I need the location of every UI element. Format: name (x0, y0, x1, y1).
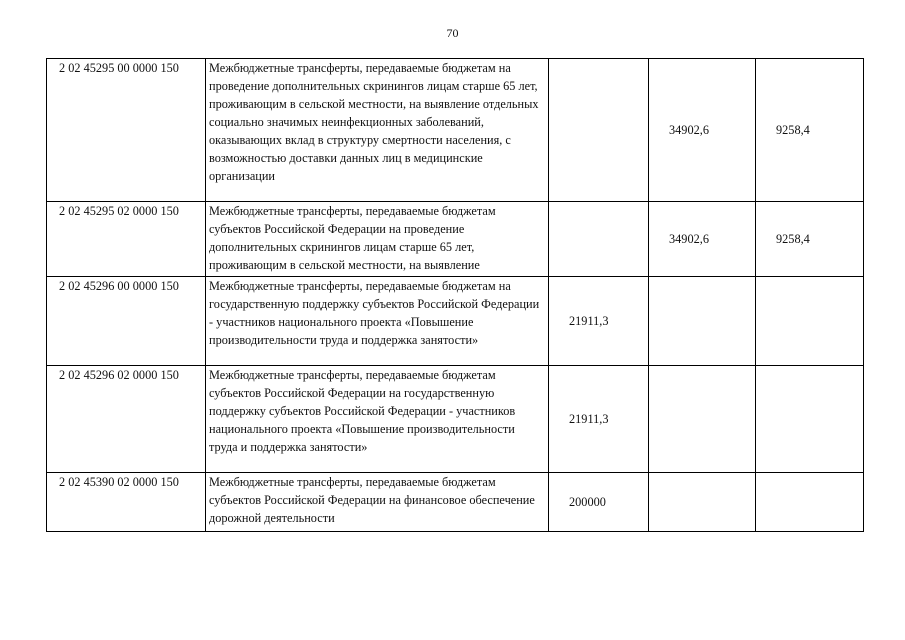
description-cell: Межбюджетные трансферты, передаваемые бюджетам на государственную поддержку субъектов Российской Федерации - участников национального проекта «Повышение производительности труда и поддержка занятости» (206, 277, 549, 366)
value-cell-col2: 34902,6 (649, 202, 756, 277)
value-cell-col3 (756, 473, 864, 532)
table-row (47, 202, 864, 277)
page-number: 70 (446, 26, 459, 40)
description-text: Межбюджетные трансферты, передаваемые бюджетам субъектов Российской Федерации на проведение дополнительных скринингов лицам старше 65 лет, проживающим в сельской местности, на выявление (209, 204, 496, 272)
table-row (47, 277, 864, 366)
value-cell-col1: 200000 (549, 473, 649, 532)
table-row (47, 366, 864, 473)
budget-code-cell: 2 02 45295 02 0000 150 (47, 202, 206, 277)
description-cell: Межбюджетные трансферты, передаваемые бюджетам субъектов Российской Федерации на государственную поддержку субъектов Российской Федерации - участников национального проекта «Повышение производительности труда и поддержка занятости» (206, 366, 549, 473)
budget-code-cell: 2 02 45390 02 0000 150 (47, 473, 206, 532)
value-cell-col3: 9258,4 (756, 59, 864, 202)
budget-code-cell: 2 02 45295 00 0000 150 (47, 59, 206, 202)
table-row (47, 473, 864, 532)
value-cell-col1: 21911,3 (549, 277, 649, 366)
description-cell: Межбюджетные трансферты, передаваемые бюджетам субъектов Российской Федерации на финансовое обеспечение дорожной деятельности (206, 473, 549, 532)
value-cell-col2 (649, 366, 756, 473)
value-cell-col2 (649, 277, 756, 366)
budget-code-cell: 2 02 45296 02 0000 150 (47, 366, 206, 473)
value-cell-col1 (549, 59, 649, 202)
description-cell (206, 202, 549, 277)
value-cell-col3: 9258,4 (756, 202, 864, 277)
value-cell-col1: 21911,3 (549, 366, 649, 473)
value-cell-col3 (756, 277, 864, 366)
description-cell: Межбюджетные трансферты, передаваемые бюджетам на проведение дополнительных скринингов лицам старше 65 лет, проживающим в сельской местности, на выявление отдельных социально значимых неинфекционных заболеваний, оказывающих вклад в структуру смертности населения, с возможностью доставки данных лиц в медицинские организации (206, 59, 549, 202)
table-row (47, 59, 864, 202)
value-cell-col1 (549, 202, 649, 277)
budget-table (46, 58, 864, 532)
value-cell-col3 (756, 366, 864, 473)
value-cell-col2 (649, 473, 756, 532)
value-cell-col2: 34902,6 (649, 59, 756, 202)
budget-code-cell: 2 02 45296 00 0000 150 (47, 277, 206, 366)
